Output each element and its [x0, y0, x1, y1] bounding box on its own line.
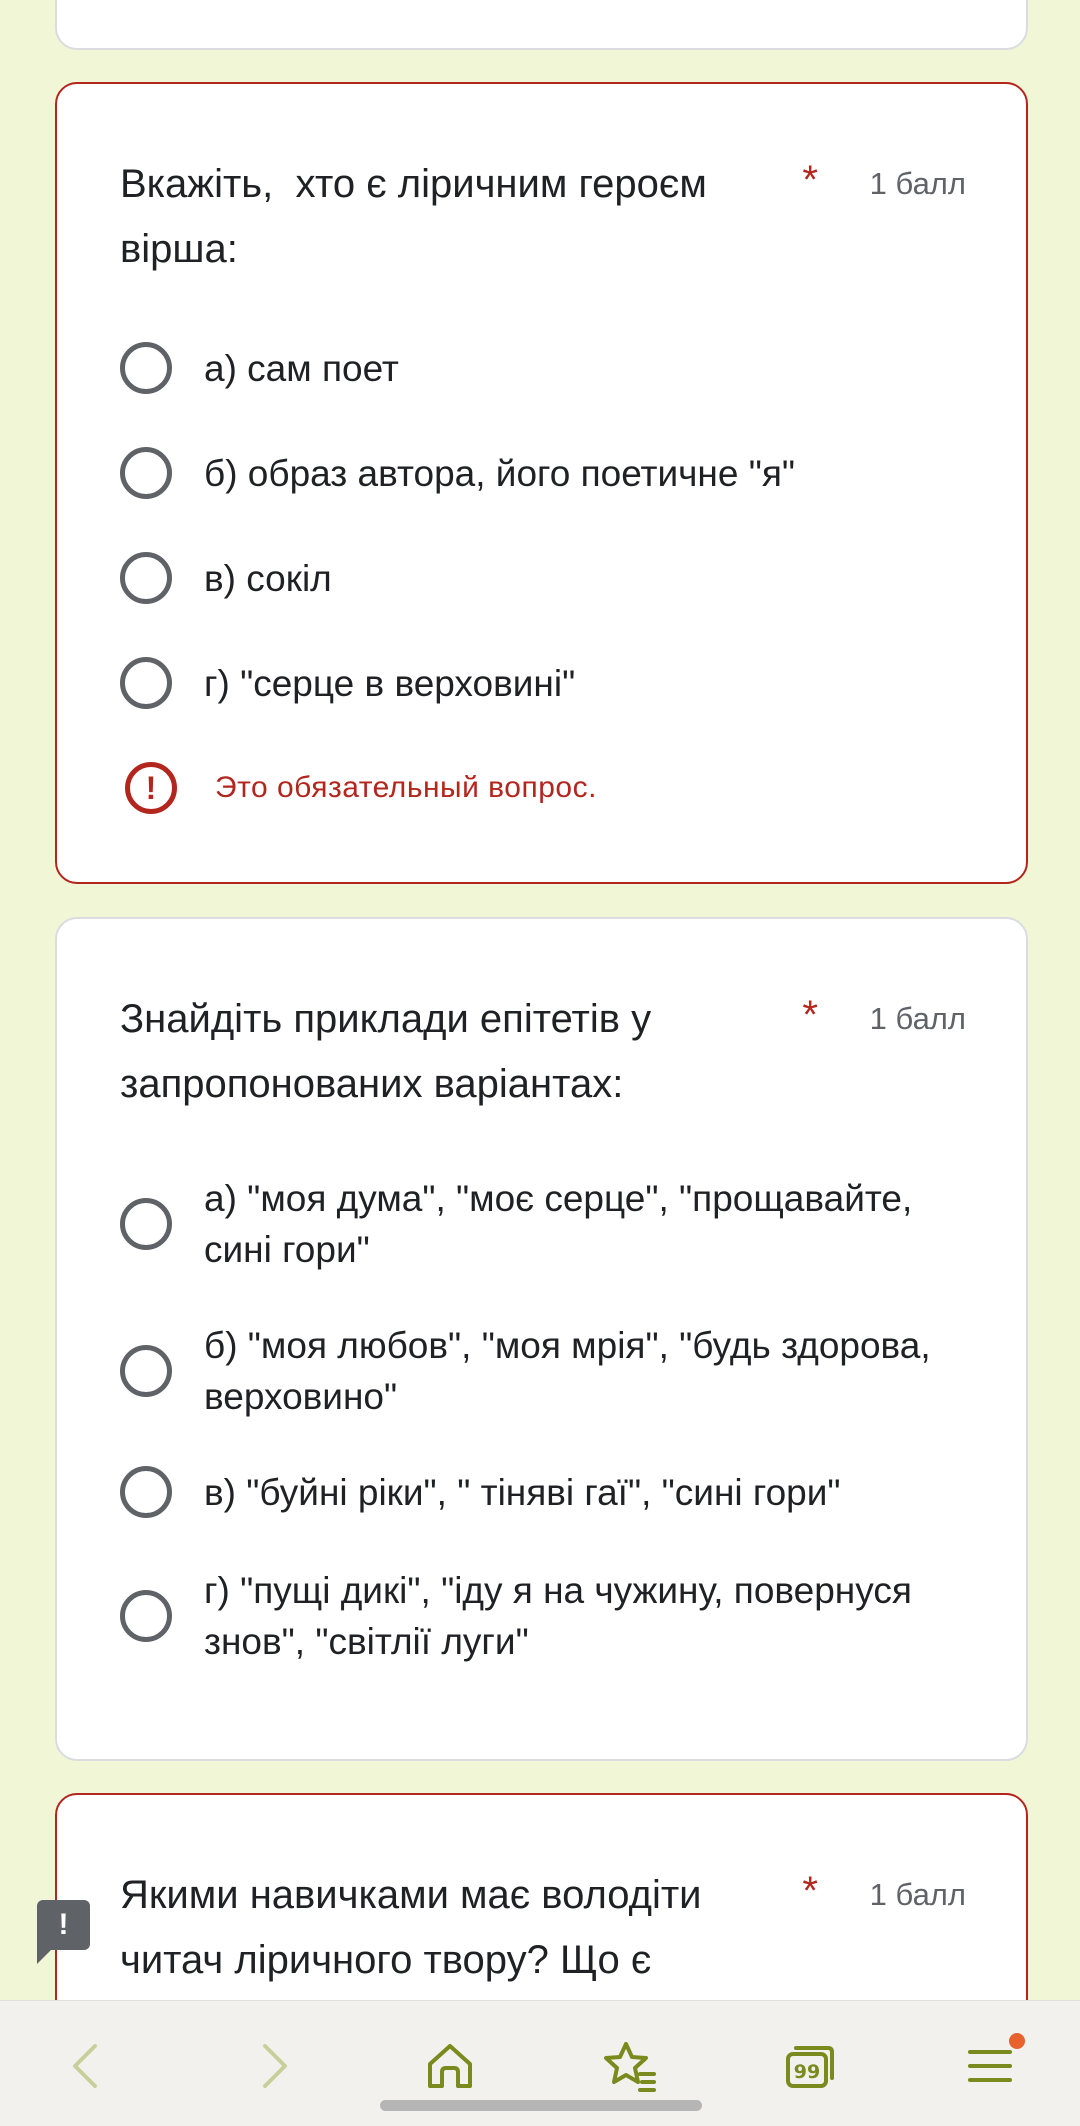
question-title: Знайдіть приклади епітетів у запропонованих варіантах: — [120, 997, 663, 1106]
radio-button[interactable] — [120, 1590, 172, 1642]
question-title: Якими навичками має володіти читач ліричного твору? Що є — [120, 1873, 713, 1982]
radio-option-c[interactable] — [120, 552, 966, 604]
question-points: 1 балл — [869, 166, 966, 201]
error-exclamation-icon: ! — [125, 762, 177, 814]
tabs-count: 99 — [793, 2061, 821, 2083]
radio-button[interactable] — [120, 1198, 172, 1250]
star-bookmarks-icon[interactable] — [595, 2031, 665, 2101]
question-title: Вкажіть, хто є ліричним героєм вірша: — [120, 162, 718, 271]
error-text: Это обязательный вопрос. — [215, 771, 597, 804]
radio-option-a[interactable] — [120, 342, 966, 394]
question-card-lyric-hero — [55, 82, 1028, 884]
question-header — [120, 987, 966, 1117]
radio-button[interactable] — [120, 657, 172, 709]
forward-arrow-icon[interactable] — [238, 2031, 308, 2101]
tabs-counter-icon[interactable] — [775, 2031, 845, 2101]
option-label: г) "серце в верховині" — [204, 662, 576, 704]
question-header — [120, 152, 966, 282]
question-points: 1 балл — [869, 1877, 966, 1912]
notification-dot — [1009, 2033, 1025, 2049]
radio-option-d[interactable] — [120, 657, 966, 709]
radio-button[interactable] — [120, 1466, 172, 1518]
option-label: б) образ автора, його поетичне "я" — [204, 452, 796, 494]
back-arrow-icon[interactable] — [52, 2031, 122, 2101]
question-points: 1 балл — [869, 1001, 966, 1036]
radio-option-d[interactable] — [120, 1565, 966, 1667]
option-label: а) сам поет — [204, 347, 399, 389]
home-icon[interactable] — [415, 2031, 485, 2101]
radio-button[interactable] — [120, 342, 172, 394]
option-label: б) "моя любов", "моя мрія", "будь здорова, верховино" — [204, 1325, 941, 1417]
radio-button[interactable] — [120, 447, 172, 499]
radio-option-b[interactable] — [120, 1320, 966, 1422]
required-asterisk: * — [802, 993, 818, 1037]
feedback-icon[interactable]: ! — [37, 1900, 90, 1950]
hamburger-menu-icon[interactable] — [955, 2031, 1025, 2101]
radio-option-c[interactable] — [120, 1466, 966, 1518]
option-label: в) сокіл — [204, 557, 332, 599]
required-asterisk: * — [802, 158, 818, 202]
home-indicator-bar[interactable] — [380, 2100, 702, 2111]
radio-option-b[interactable] — [120, 447, 966, 499]
option-label: г) "пущі дикі", "іду я на чужину, повернуся знов", "світлії луги" — [204, 1570, 923, 1662]
previous-question-card — [55, 0, 1028, 50]
question-card-epithets — [55, 917, 1028, 1761]
option-label: а) "моя дума", "моє серце", "прощавайте, сині гори" — [204, 1178, 923, 1270]
question-header — [120, 1863, 966, 1993]
radio-button[interactable] — [120, 1345, 172, 1397]
radio-option-a[interactable] — [120, 1173, 966, 1275]
required-error-message — [125, 762, 597, 814]
option-label: в) "буйні ріки", " тіняві гаї", "сині гори" — [204, 1471, 841, 1513]
radio-button[interactable] — [120, 552, 172, 604]
required-asterisk: * — [802, 1869, 818, 1913]
